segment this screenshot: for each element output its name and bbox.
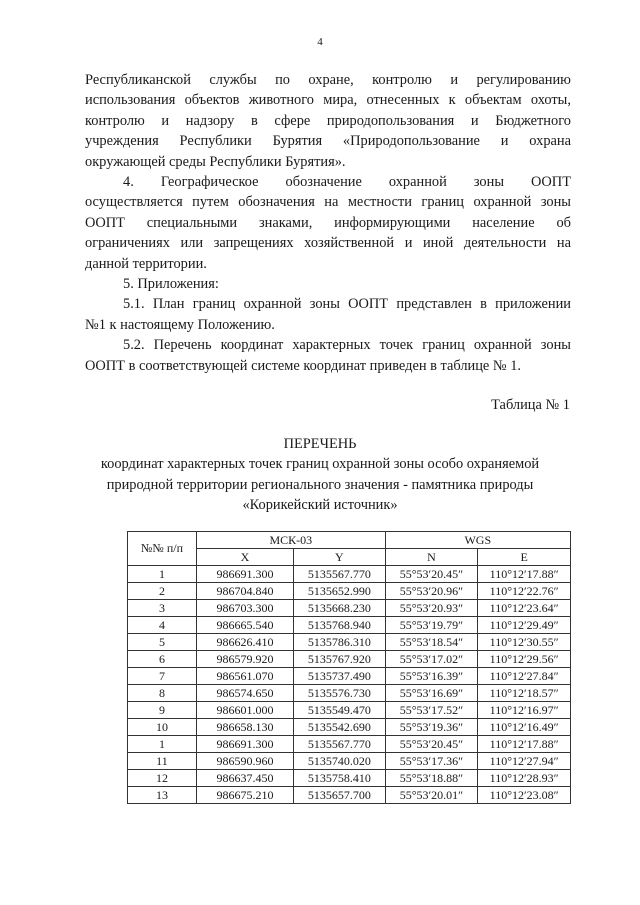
cell-e: 110°12′28.93″ (478, 770, 571, 787)
cell-y: 5135767.920 (294, 651, 386, 668)
cell-n: 55°53′18.88″ (385, 770, 478, 787)
cell-n: 55°53′17.36″ (385, 753, 478, 770)
cell-num: 10 (128, 719, 197, 736)
cell-n: 55°53′20.93″ (385, 600, 478, 617)
cell-n: 55°53′18.54″ (385, 634, 478, 651)
cell-e: 110°12′27.94″ (478, 753, 571, 770)
header-x: X (196, 549, 293, 566)
cell-n: 55°53′17.52″ (385, 702, 478, 719)
table-row (128, 685, 571, 702)
text-line: Республиканской службы по охране, контролю и регулированию (85, 72, 571, 88)
cell-y: 5135567.770 (294, 736, 386, 753)
table-title (70, 434, 570, 516)
table-row (128, 634, 571, 651)
cell-y: 5135657.700 (294, 787, 386, 804)
cell-e: 110°12′29.49″ (478, 617, 571, 634)
cell-n: 55°53′17.02″ (385, 651, 478, 668)
cell-x: 986590.960 (196, 753, 293, 770)
title-line: природной территории регионального значения - памятника природы (106, 476, 534, 493)
paragraph-5-1 (85, 294, 571, 335)
text-line: использования объектов животного мира, отнесенных к объектам охоты, (85, 92, 571, 109)
text-line: ООПТ специальными знаками, информирующими население об (85, 214, 571, 231)
cell-e: 110°12′29.56″ (478, 651, 571, 668)
cell-e: 110°12′22.76″ (478, 583, 571, 600)
paragraph-4 (85, 172, 571, 274)
text-line: ограничениях или запрещениях хозяйственной и иной деятельности на (85, 235, 571, 252)
cell-n: 55°53′16.39″ (385, 668, 478, 685)
cell-y: 5135740.020 (294, 753, 386, 770)
cell-x: 986703.300 (196, 600, 293, 617)
cell-e: 110°12′16.49″ (478, 719, 571, 736)
cell-num: 6 (128, 651, 197, 668)
cell-num: 11 (128, 753, 197, 770)
cell-e: 110°12′17.88″ (478, 736, 571, 753)
cell-x: 986704.840 (196, 583, 293, 600)
cell-x: 986637.450 (196, 770, 293, 787)
cell-num: 12 (128, 770, 197, 787)
header-msk: МСК-03 (196, 532, 385, 549)
cell-num: 1 (128, 736, 197, 753)
cell-x: 986561.070 (196, 668, 293, 685)
cell-e: 110°12′16.97″ (478, 702, 571, 719)
cell-x: 986601.000 (196, 702, 293, 719)
cell-y: 5135758.410 (294, 770, 386, 787)
table-row (128, 736, 571, 753)
cell-e: 110°12′30.55″ (478, 634, 571, 651)
coordinates-table (127, 531, 571, 804)
cell-x: 986574.650 (196, 685, 293, 702)
table-row (128, 787, 571, 804)
table-caption: Таблица № 1 (491, 397, 570, 413)
cell-num: 4 (128, 617, 197, 634)
cell-x: 986665.540 (196, 617, 293, 634)
cell-x: 986691.300 (196, 566, 293, 583)
cell-n: 55°53′20.96″ (385, 583, 478, 600)
cell-n: 55°53′16.69″ (385, 685, 478, 702)
cell-y: 5135786.310 (294, 634, 386, 651)
cell-n: 55°53′20.45″ (385, 736, 478, 753)
cell-y: 5135737.490 (294, 668, 386, 685)
cell-x: 986579.920 (196, 651, 293, 668)
cell-num: 7 (128, 668, 197, 685)
cell-y: 5135652.990 (294, 583, 386, 600)
header-num: №№ п/п (128, 532, 197, 566)
text-line: 4. Географическое обозначение охранной зоны ООПТ (123, 174, 571, 191)
text-line: осуществляется путем обозначения на местности границ охранной зоны (85, 194, 571, 211)
cell-x: 986675.210 (196, 787, 293, 804)
table-row (128, 753, 571, 770)
cell-e: 110°12′23.08″ (478, 787, 571, 804)
cell-num: 13 (128, 787, 197, 804)
text-line: 5.1. План границ охранной зоны ООПТ представлен в приложении (123, 296, 571, 313)
table-row (128, 583, 571, 600)
paragraph-1 (85, 70, 571, 172)
paragraph-5-2 (85, 335, 571, 376)
cell-y: 5135542.690 (294, 719, 386, 736)
cell-x: 986658.130 (196, 719, 293, 736)
cell-num: 9 (128, 702, 197, 719)
table-row (128, 719, 571, 736)
paragraph-5: 5. Приложения: (123, 276, 219, 293)
cell-n: 55°53′20.01″ (385, 787, 478, 804)
cell-y: 5135549.470 (294, 702, 386, 719)
table-row (128, 668, 571, 685)
cell-n: 55°53′19.36″ (385, 719, 478, 736)
table-row (128, 617, 571, 634)
header-y: Y (294, 549, 386, 566)
table-row (128, 702, 571, 719)
header-e: E (478, 549, 571, 566)
text-line: учреждения Республики Бурятия «Природопользование и охрана (85, 133, 571, 150)
title-line: «Корикейский источник» (242, 497, 398, 514)
header-wgs: WGS (385, 532, 570, 549)
cell-e: 110°12′18.57″ (478, 685, 571, 702)
table-row (128, 600, 571, 617)
cell-x: 986626.410 (196, 634, 293, 651)
cell-num: 5 (128, 634, 197, 651)
text-line: окружающей среды Республики Бурятия». (85, 153, 346, 170)
text-line: контролю и надзору в сфере природопользования и Бюджетного (85, 112, 571, 129)
page-number: 4 (317, 36, 323, 48)
table-row (128, 770, 571, 787)
cell-e: 110°12′27.84″ (478, 668, 571, 685)
text-line: №1 к настоящему Положению. (85, 316, 275, 333)
cell-num: 2 (128, 583, 197, 600)
cell-e: 110°12′23.64″ (478, 600, 571, 617)
title-heading: ПЕРЕЧЕНЬ (283, 436, 357, 452)
cell-num: 3 (128, 600, 197, 617)
header-n: N (385, 549, 478, 566)
cell-x: 986691.300 (196, 736, 293, 753)
table-row (128, 651, 571, 668)
cell-num: 8 (128, 685, 197, 702)
table-body (128, 566, 571, 804)
cell-num: 1 (128, 566, 197, 583)
table-row (128, 566, 571, 583)
cell-y: 5135668.230 (294, 600, 386, 617)
body-text (85, 70, 571, 376)
cell-e: 110°12′17.88″ (478, 566, 571, 583)
text-line: ООПТ в соответствующей системе координат приведен в таблице № 1. (85, 357, 522, 374)
title-line: координат характерных точек границ охранной зоны особо охраняемой (100, 456, 540, 473)
text-line: данной территории. (85, 255, 207, 272)
cell-y: 5135567.770 (294, 566, 386, 583)
cell-n: 55°53′19.79″ (385, 617, 478, 634)
cell-y: 5135768.940 (294, 617, 386, 634)
text-line: 5.2. Перечень координат характерных точек границ охранной зоны (123, 337, 571, 354)
cell-n: 55°53′20.45″ (385, 566, 478, 583)
cell-y: 5135576.730 (294, 685, 386, 702)
